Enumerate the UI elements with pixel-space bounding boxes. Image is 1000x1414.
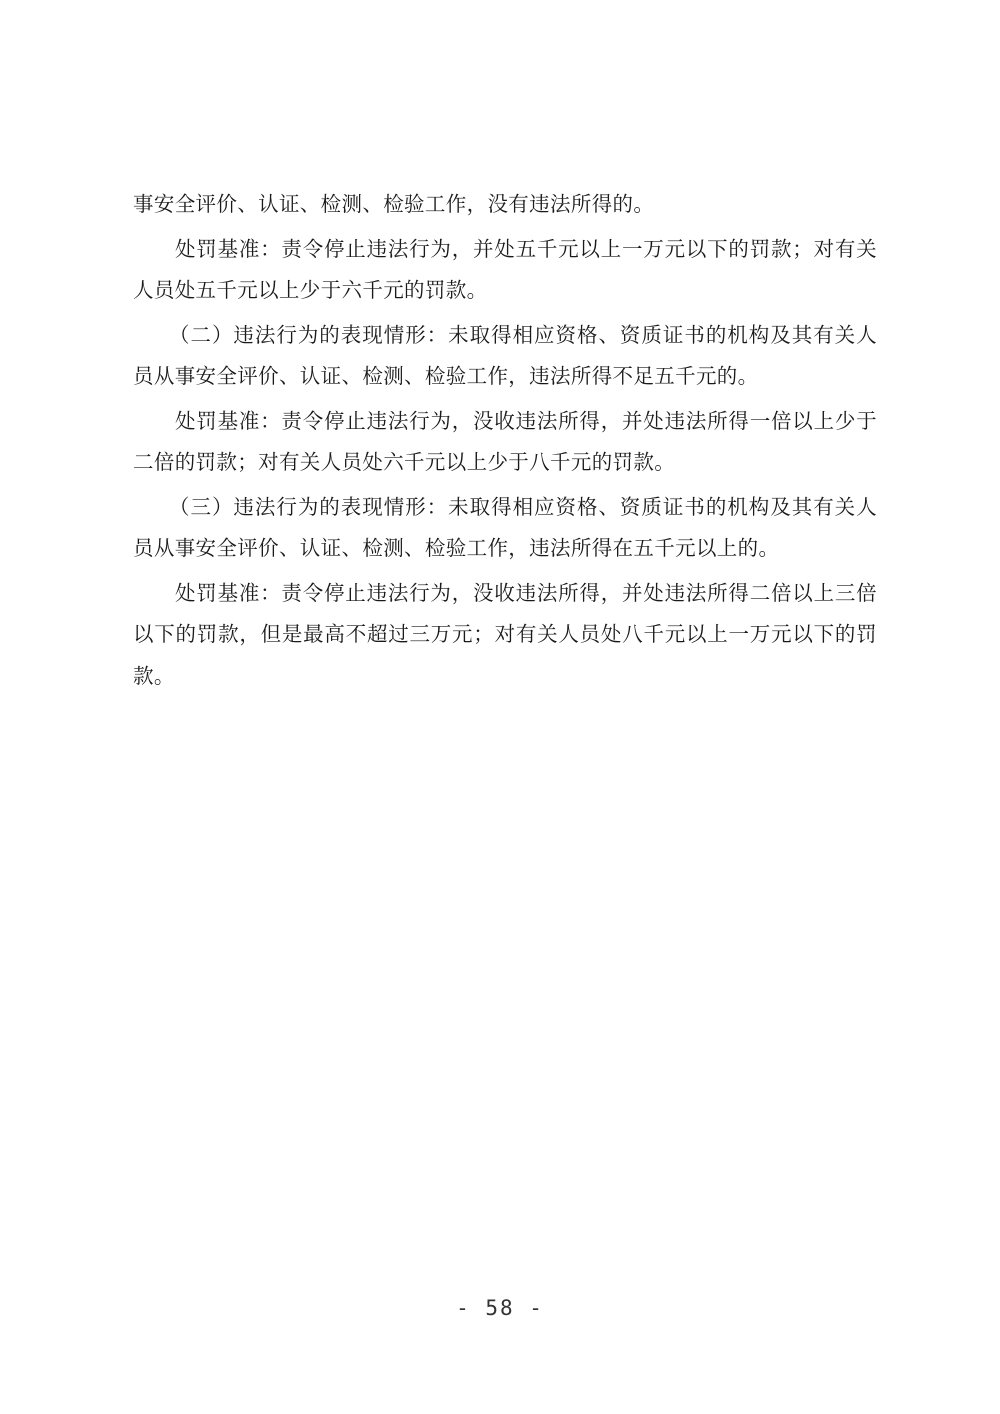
paragraph-penalty-standard-2: 处罚基准：责令停止违法行为，没收违法所得，并处违法所得一倍以上少于二倍的罚款；对有关人员处六千元以上少于八千元的罚款。: [133, 408, 877, 474]
paragraph-penalty-standard-1: 处罚基准：责令停止违法行为，并处五千元以上一万元以下的罚款；对有关人员处五千元以上少于六千元的罚款。: [133, 236, 877, 302]
paragraph-violation-case-2: （二）违法行为的表现情形：未取得相应资格、资质证书的机构及其有关人员从事安全评价、认证、检测、检验工作，违法所得不足五千元的。: [133, 322, 877, 388]
paragraph-continuation: 事安全评价、认证、检测、检验工作，没有违法所得的。: [133, 192, 655, 216]
page-number: - 58 -: [456, 1296, 544, 1320]
document-body: [133, 184, 877, 700]
paragraph-penalty-standard-3: 处罚基准：责令停止违法行为，没收违法所得，并处违法所得二倍以上三倍以下的罚款，但是最高不超过三万元；对有关人员处八千元以上一万元以下的罚款。: [133, 580, 877, 688]
paragraph-violation-case-3: （三）违法行为的表现情形：未取得相应资格、资质证书的机构及其有关人员从事安全评价、认证、检测、检验工作，违法所得在五千元以上的。: [133, 494, 877, 560]
